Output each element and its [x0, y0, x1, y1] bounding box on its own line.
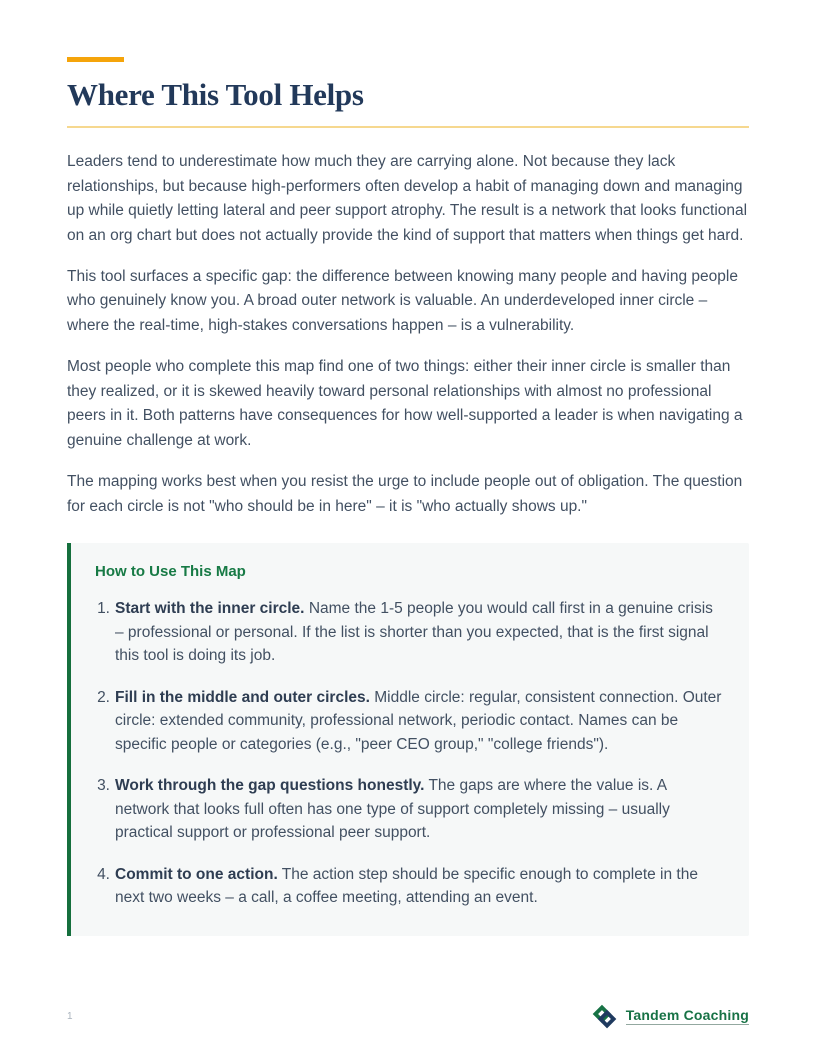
list-item-number: 3.: [97, 777, 110, 795]
list-item-text: [115, 774, 723, 845]
list-item: [95, 863, 723, 910]
page-number: 1: [67, 1010, 73, 1022]
page-title: Where This Tool Helps: [67, 77, 364, 112]
list-item-body: The gaps are where the value is. A network that looks full often has one type of support completely missing – usually practical support or professional peer support.: [115, 777, 670, 842]
list-item-number: 4.: [97, 865, 110, 883]
list-item-lead: Fill in the middle and outer circles.: [115, 688, 370, 706]
list-item-body: Middle circle: regular, consistent connection. Outer circle: extended community, professional network, periodic contact. Names can be specific people or categories (e.g., "peer CEO group," "college friends").: [115, 688, 722, 753]
list-item-number: 2.: [97, 688, 110, 706]
list-item-text: [115, 686, 723, 757]
list-item-lead: Commit to one action.: [115, 865, 278, 883]
list-item-number: 1.: [97, 600, 110, 618]
list-item-text: [115, 863, 723, 910]
list-item: [95, 597, 723, 668]
intro-section: [67, 150, 749, 519]
list-item-lead: Start with the inner circle.: [115, 600, 305, 618]
list-item: [95, 686, 723, 757]
list-item-body: The action step should be specific enough to complete in the next two weeks – a call, a coffee meeting, attending an event.: [115, 865, 698, 907]
list-item-body: Name the 1-5 people you would call first in a genuine crisis – professional or personal. If the list is shorter than you expected, that is the first signal this tool is doing its job.: [115, 600, 713, 665]
list-item-lead: Work through the gap questions honestly.: [115, 777, 425, 795]
list-item: [95, 774, 723, 845]
callout-heading: How to Use This Map: [95, 563, 246, 581]
page-footer: [67, 1000, 749, 1032]
how-to-steps-list: [95, 597, 723, 910]
list-item-text: [115, 597, 723, 668]
accent-kicker-bar: [67, 57, 124, 62]
title-underline-rule: [67, 126, 749, 128]
intro-paragraph: The mapping works best when you resist the urge to include people out of obligation. The question for each circle is not "who should be in here" – it is "who actually shows up.": [67, 473, 743, 515]
brand-name: Tandem Coaching: [625, 1007, 749, 1023]
brand-logo: [591, 1003, 749, 1030]
intro-paragraph: This tool surfaces a specific gap: the difference between knowing many people and having people who genuinely know you. A broad outer network is valuable. An underdeveloped inner circle – where the real-time, high-stakes conversations happen – is a vulnerability.: [67, 267, 738, 335]
intro-paragraph: Most people who complete this map find one of two things: either their inner circle is smaller than they realized, or it is skewed heavily toward personal relationships with almost no professional peers in it. Both patterns have consequences for how well-supported a leader is when navigating a genuine challenge at work.: [67, 358, 743, 449]
how-to-use-callout-box: [67, 543, 749, 936]
intro-paragraph: Leaders tend to underestimate how much they are carrying alone. Not because they lack relationships, but because high-performers often develop a habit of managing down and managing up while quietly letting lateral and peer support atrophy. The result is a network that looks functional on an org chart but does not actually provide the kind of support that matters when things get hard.: [67, 153, 748, 244]
tandem-diamond-logo-icon: [591, 1003, 618, 1030]
